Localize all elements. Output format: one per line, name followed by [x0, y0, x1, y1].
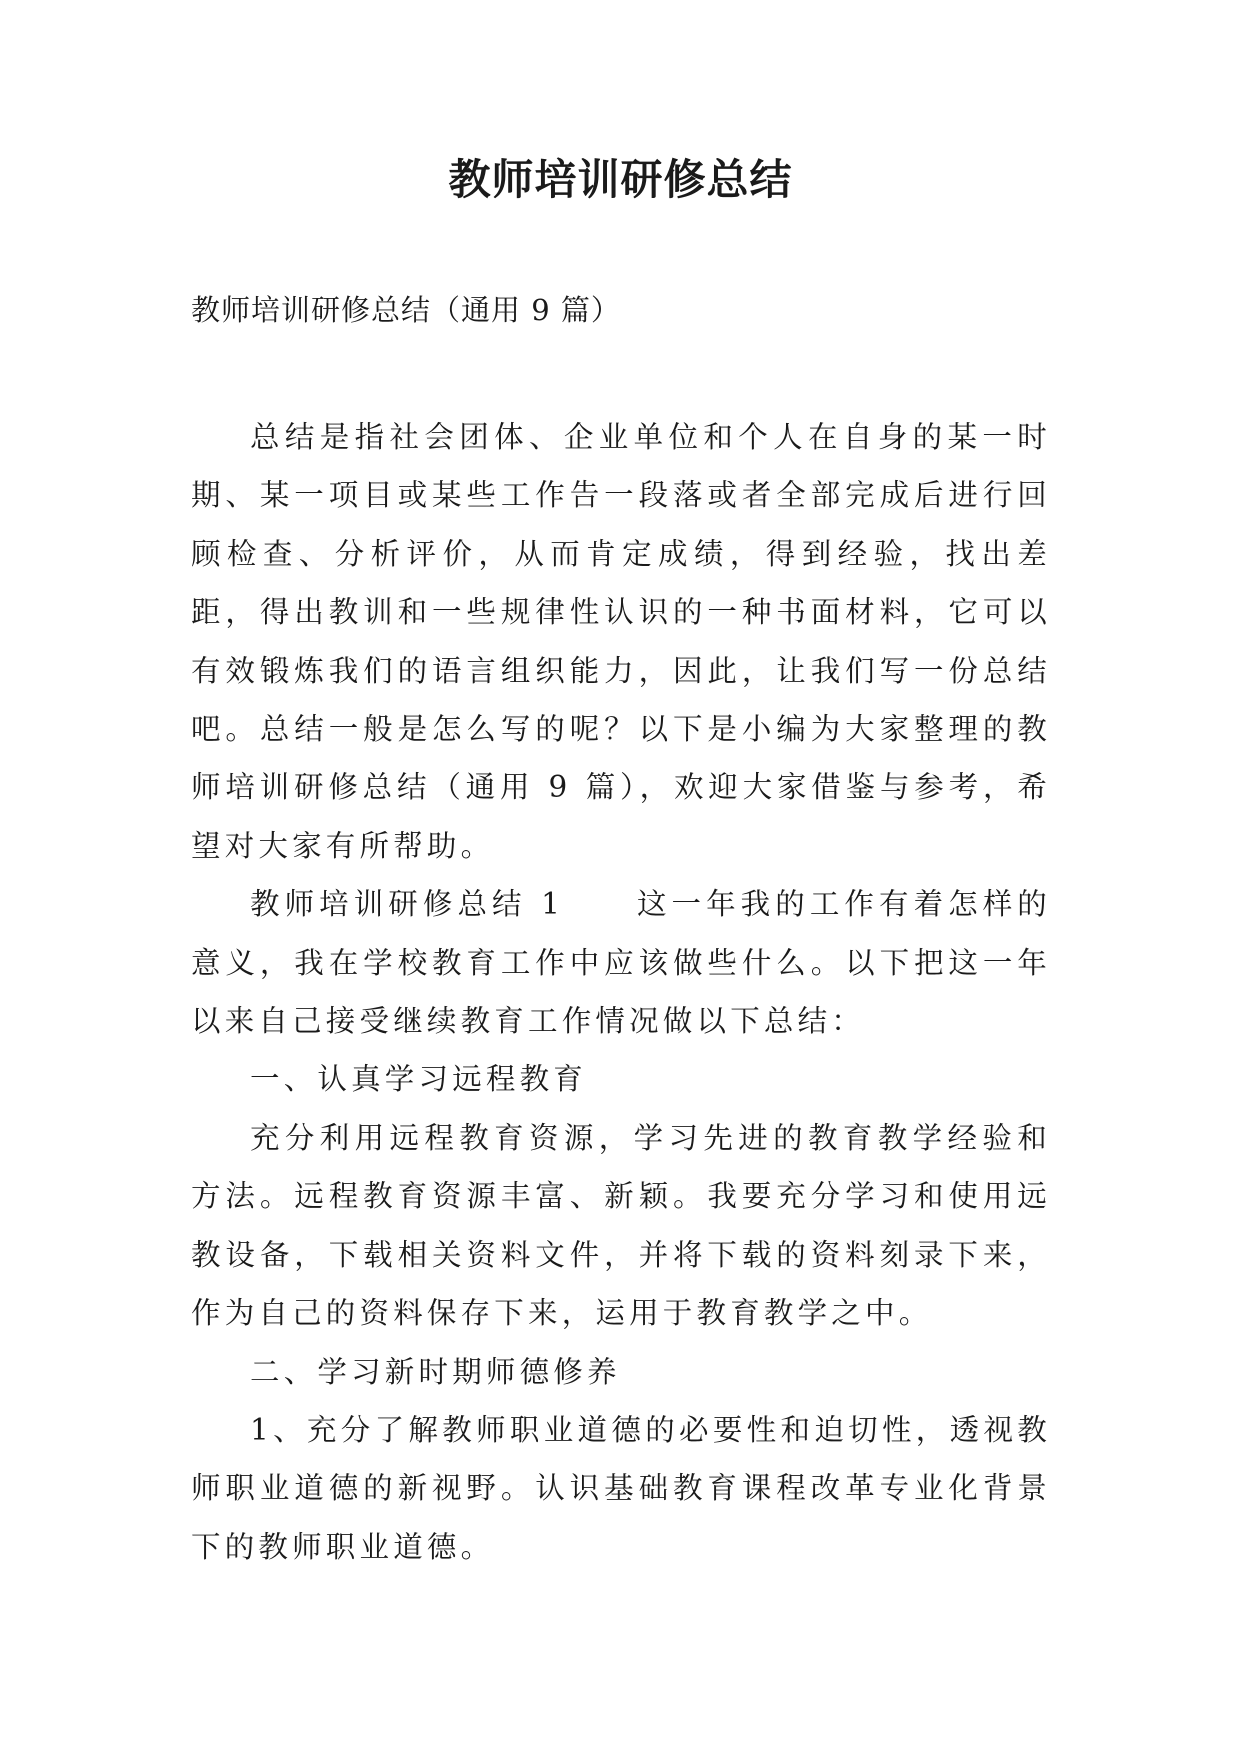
section-1-paragraph — [191, 875, 1051, 1050]
document-title: 教师培训研修总结 — [448, 155, 793, 204]
heading-1: 一、认真学习远程教育 — [250, 1062, 588, 1097]
document-body — [191, 408, 1051, 1576]
section-1-text: 这一年我的工作有着怎样的意义，我在学校教育工作中应该做些什么。以下把这一年以来自己接受继续教育工作情况做以下总结： — [191, 887, 1051, 1039]
intro-paragraph: 总结是指社会团体、企业单位和个人在自身的某一时期、某一项目或某些工作告一段落或者全部完成后进行回顾检查、分析评价，从而肯定成绩，得到经验，找出差距，得出教训和一些规律性认识的一种书面材料，它可以有效锻炼我们的语言组织能力，因此，让我们写一份总结吧。总结一般是怎么写的呢？以下是小编为大家整理的教师培训研修总结（通用 9 篇），欢迎大家借鉴与参考，希望对大家有所帮助。 — [191, 420, 1051, 863]
paragraph-2: 1、充分了解教师职业道德的必要性和迫切性，透视教师职业道德的新视野。认识基础教育课程改革专业化背景下的教师职业道德。 — [191, 1412, 1051, 1564]
section-1-heading: 教师培训研修总结 1 — [250, 887, 565, 922]
document-subtitle: 教师培训研修总结（通用 9 篇） — [191, 293, 621, 327]
heading-2: 二、学习新时期师德修养 — [250, 1354, 621, 1389]
paragraph-1: 充分利用远程教育资源，学习先进的教育教学经验和方法。远程教育资源丰富、新颖。我要充分学习和使用远教设备，下载相关资料文件，并将下载的资料刻录下来，作为自己的资料保存下来，运用于教育教学之中。 — [191, 1120, 1051, 1331]
